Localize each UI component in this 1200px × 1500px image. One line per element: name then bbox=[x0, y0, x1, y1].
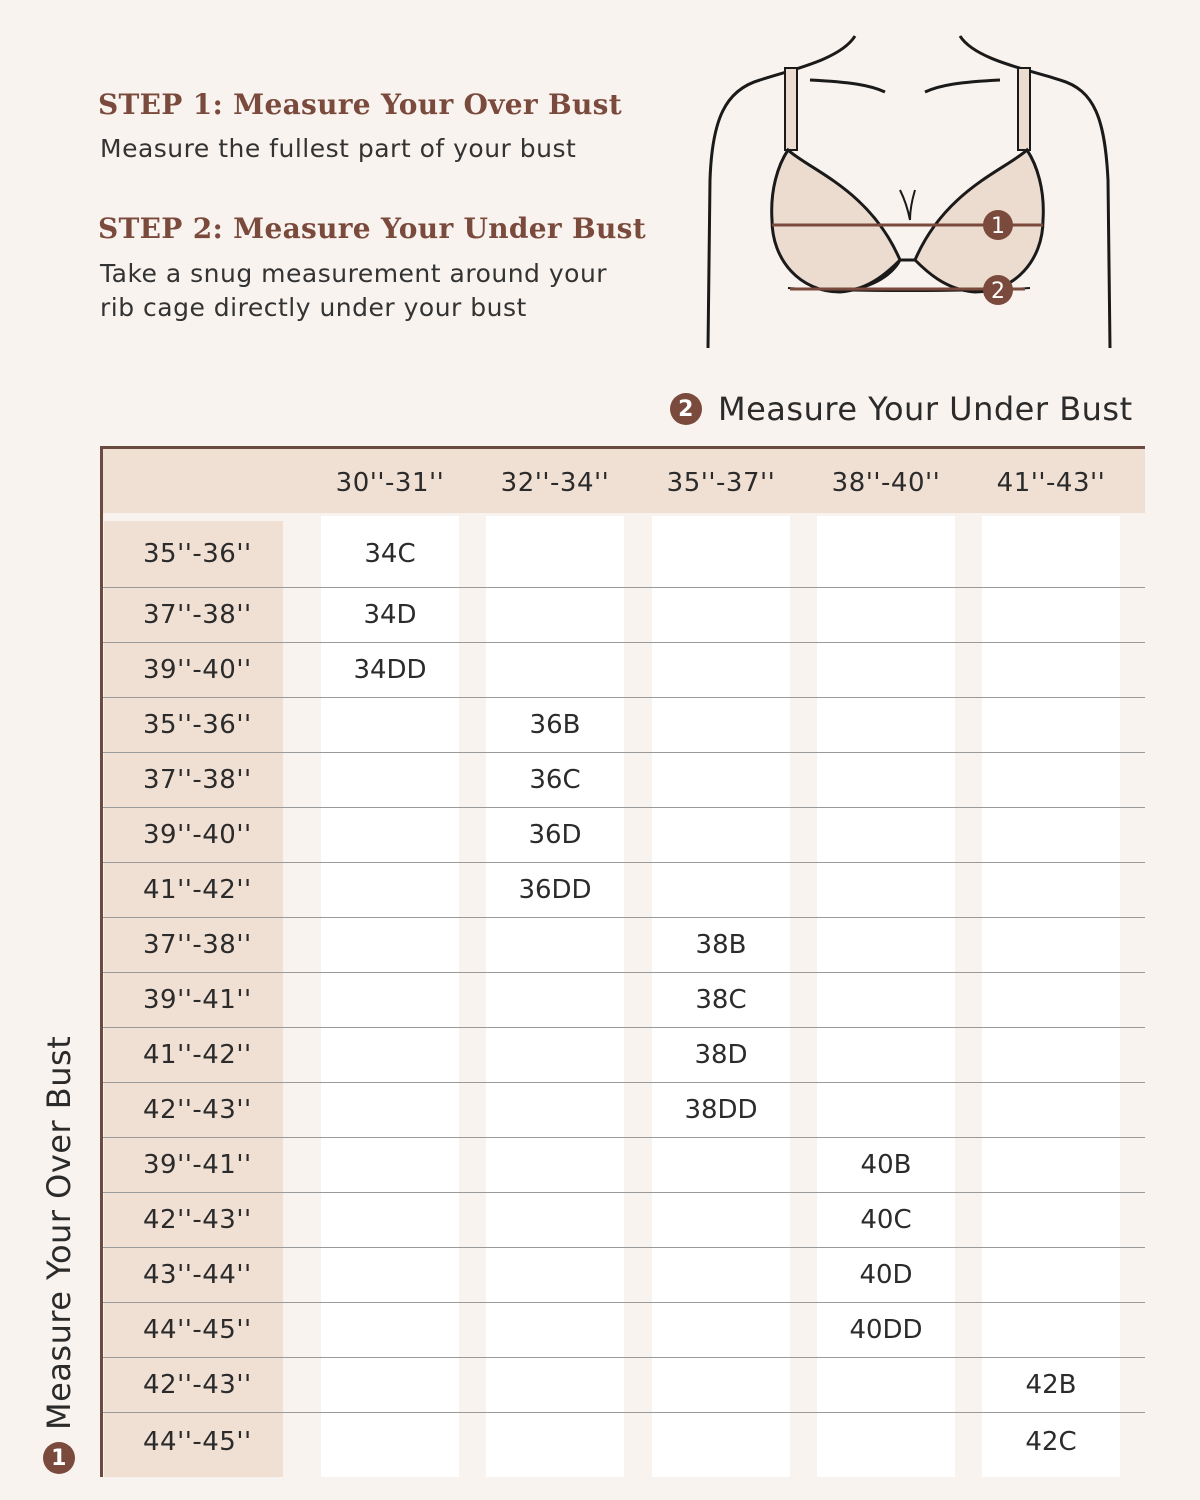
size-cell: 34C bbox=[364, 538, 416, 569]
size-cell: 36DD bbox=[518, 874, 592, 905]
row-over-bust: 42''-43'' bbox=[143, 1204, 252, 1235]
row-divider bbox=[103, 752, 1145, 753]
row-over-bust: 37''-38'' bbox=[143, 929, 252, 960]
row-over-bust: 41''-42'' bbox=[143, 874, 252, 905]
row-divider bbox=[103, 972, 1145, 973]
row-over-bust: 35''-36'' bbox=[143, 538, 252, 569]
column-background bbox=[486, 516, 624, 1477]
size-cell: 40D bbox=[859, 1259, 913, 1290]
size-cell: 42B bbox=[1025, 1369, 1077, 1400]
size-cell: 38B bbox=[695, 929, 747, 960]
size-table bbox=[100, 446, 1145, 1477]
size-cell: 38DD bbox=[684, 1094, 758, 1125]
row-divider bbox=[103, 587, 1145, 588]
over-bust-axis-label bbox=[40, 1036, 78, 1474]
row-divider bbox=[103, 697, 1145, 698]
row-over-bust: 35''-36'' bbox=[143, 709, 252, 740]
row-over-bust: 39''-41'' bbox=[143, 1149, 252, 1180]
row-over-bust: 41''-42'' bbox=[143, 1039, 252, 1070]
size-cell: 34DD bbox=[353, 654, 427, 685]
marker-1-label: 1 bbox=[991, 214, 1005, 239]
size-cell: 36B bbox=[529, 709, 581, 740]
row-divider bbox=[103, 807, 1145, 808]
column-background bbox=[982, 516, 1120, 1477]
table-header bbox=[103, 449, 1145, 513]
row-divider bbox=[103, 1082, 1145, 1083]
row-over-bust: 37''-38'' bbox=[143, 764, 252, 795]
row-divider bbox=[103, 1027, 1145, 1028]
size-cell: 36D bbox=[528, 819, 582, 850]
column-header: 41''-43'' bbox=[996, 468, 1106, 498]
row-divider bbox=[103, 1302, 1145, 1303]
number-badge: 1 bbox=[43, 1442, 75, 1474]
column-header: 35''-37'' bbox=[666, 468, 776, 498]
marker-2-label: 2 bbox=[991, 279, 1005, 304]
step2-text-line1: Take a snug measurement around your bbox=[100, 259, 608, 288]
row-over-bust: 42''-43'' bbox=[143, 1094, 252, 1125]
row-divider bbox=[103, 917, 1145, 918]
size-cell: 36C bbox=[529, 764, 581, 795]
row-divider bbox=[103, 1137, 1145, 1138]
size-cell: 38C bbox=[695, 984, 747, 1015]
row-over-bust: 39''-40'' bbox=[143, 819, 252, 850]
size-cell: 40B bbox=[860, 1149, 912, 1180]
column-header: 30''-31'' bbox=[335, 468, 445, 498]
number-badge: 2 bbox=[670, 393, 702, 425]
size-cell: 42C bbox=[1025, 1427, 1077, 1457]
step1-title: STEP 1: Measure Your Over Bust bbox=[98, 88, 622, 121]
row-divider bbox=[103, 1357, 1145, 1358]
step2-title: STEP 2: Measure Your Under Bust bbox=[98, 212, 646, 245]
row-divider bbox=[103, 642, 1145, 643]
row-over-bust: 44''-45'' bbox=[143, 1427, 252, 1457]
under-bust-axis-label bbox=[670, 390, 1133, 428]
size-cell: 34D bbox=[363, 599, 417, 630]
bra-measure-illustration bbox=[700, 30, 1120, 350]
size-cell: 38D bbox=[694, 1039, 748, 1070]
step1-text: Measure the fullest part of your bust bbox=[100, 134, 577, 163]
row-over-bust: 44''-45'' bbox=[143, 1314, 252, 1345]
over-bust-label-text: Measure Your Over Bust bbox=[40, 1035, 78, 1430]
row-over-bust: 42''-43'' bbox=[143, 1369, 252, 1400]
row-over-bust: 39''-40'' bbox=[143, 654, 252, 685]
row-divider bbox=[103, 1412, 1145, 1413]
row-over-bust: 39''-41'' bbox=[143, 984, 252, 1015]
size-cell: 40C bbox=[860, 1204, 912, 1235]
column-header: 38''-40'' bbox=[831, 468, 941, 498]
size-cell: 40DD bbox=[849, 1314, 923, 1345]
column-header: 32''-34'' bbox=[500, 468, 610, 498]
row-divider bbox=[103, 1192, 1145, 1193]
step2-text-line2: rib cage directly under your bust bbox=[100, 293, 527, 322]
row-over-bust: 37''-38'' bbox=[143, 599, 252, 630]
under-bust-label-text: Measure Your Under Bust bbox=[718, 390, 1133, 428]
row-over-bust: 43''-44'' bbox=[143, 1259, 252, 1290]
row-divider bbox=[103, 1247, 1145, 1248]
row-divider bbox=[103, 862, 1145, 863]
